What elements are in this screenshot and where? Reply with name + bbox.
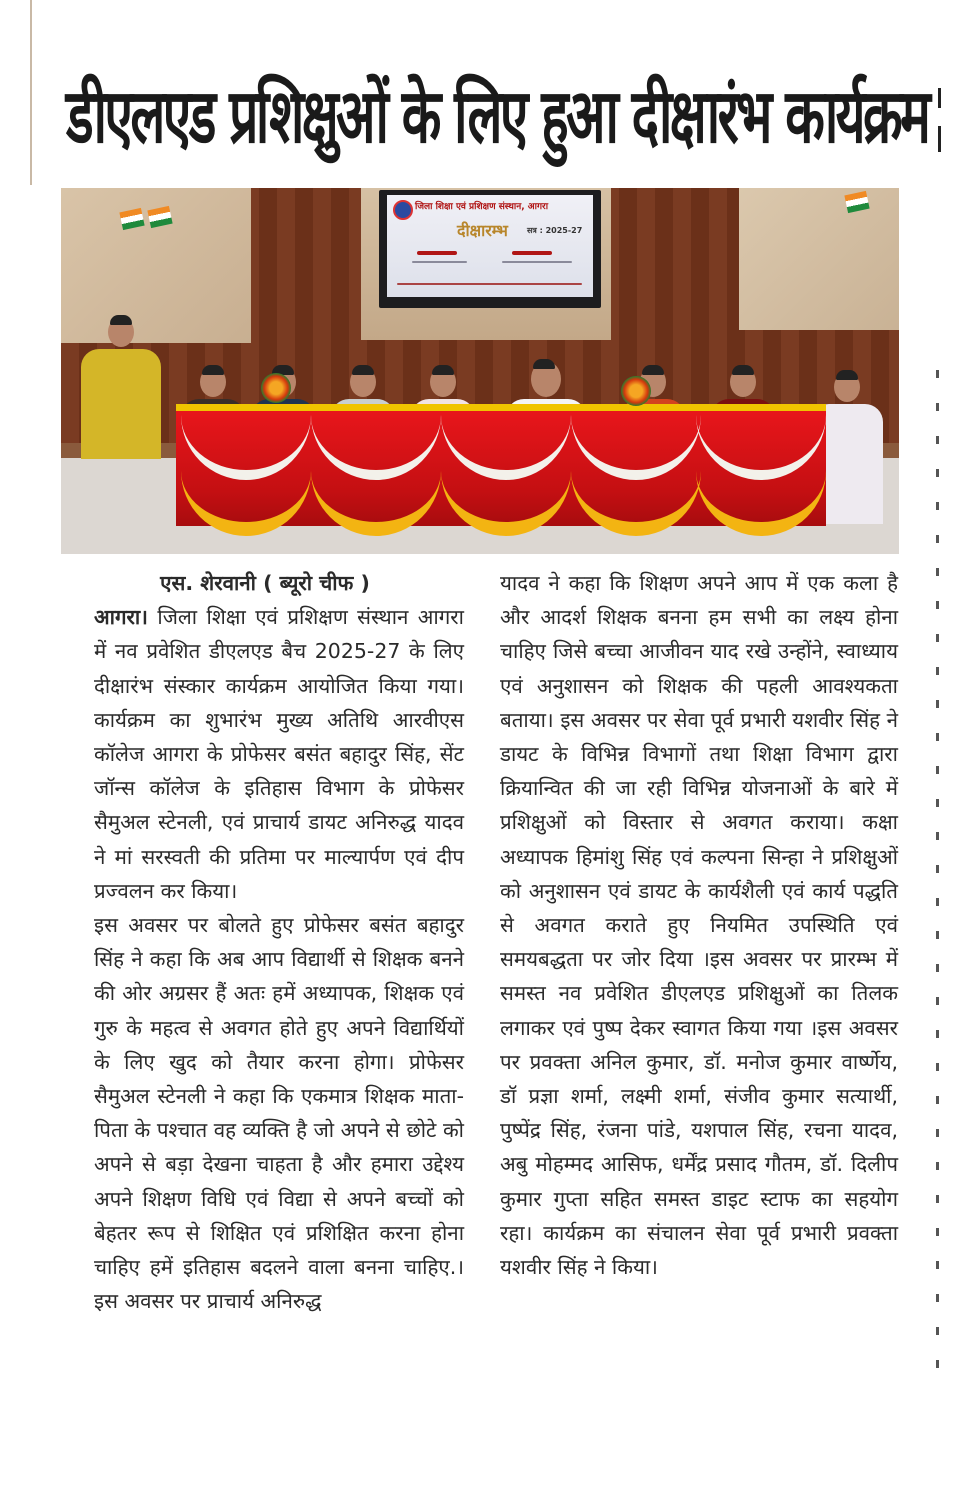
institute-logo-icon	[393, 200, 413, 220]
guest-person	[81, 317, 161, 459]
page-margin-rule	[30, 0, 32, 185]
adjacent-column-edge	[938, 88, 942, 158]
tv-display	[387, 195, 593, 297]
garland-marigold	[696, 412, 826, 536]
wall-panel-right	[739, 188, 899, 330]
garland-marigold	[571, 412, 701, 536]
screen-title: जिला शिक्षा एवं प्रशिक्षण संस्थान, आगरा	[415, 202, 549, 212]
garland-marigold	[181, 412, 311, 536]
paragraph-3: यादव ने कहा कि शिक्षण अपने आप में एक कला है और आदर्श शिक्षक बनना हम सभी का लक्ष्य होना चाहिए जिसे बच्चा आजीवन याद रखे उन्होंने, स्वाध्याय एवं अनुशासन को शिक्षक की पहली आवश्यकता बताया। इस अवसर पर सेवा पूर्व प्रभारी यशवीर सिंह ने डायट के विभिन्न विभागों तथा शिक्षा विभाग द्वारा क्रियान्वित की जा रही विभिन्न योजनाओं के बारे में प्रशिक्षुओं को विस्तार से अवगत कराया। कक्षा अध्यापक हिमांशु सिंह एवं कल्पना सिन्हा ने प्रशिक्षुओं को अनुशासन एवं डायट के कार्यशैली एवं कार्य पद्धति से अवगत कराते हुए नियमित उपस्थिति एवं समयबद्धता पर जोर दिया ।इस अवसर पर प्रारम्भ में समस्त नव प्रवेशित डीएलएड प्रशिक्षुओं का तिलक लगाकर एवं पुष्प देकर स्वागत किया गया ।इस अवसर पर प्रवक्ता अनिल कुमार, डॉ. मनोज कुमार वार्ष्णेय, डॉ प्रज्ञा शर्मा, लक्ष्मी शर्मा, संजीव कुमार सत्यार्थी, पुष्पेंद्र सिंह, रंजना पांडे, यशपाल सिंह, रचना यादव, अबु मोहम्मद आसिफ, धर्मेंद्र प्रसाद गौतम, डॉ. दिलीप कुमार गुप्ता सहित समस्त डाइट स्टाफ का सहयोग रहा। कार्यक्रम का संचालन सेवा पूर्व प्रभारी प्रवक्ता यशवीर सिंह ने किया।	[500, 571, 898, 1280]
screen-event: दीक्षारम्भ	[457, 221, 508, 240]
tv-screen	[379, 190, 601, 308]
paragraph-2: इस अवसर पर बोलते हुए प्रोफेसर बसंत बहादुर सिंह ने कहा कि अब आप विद्यार्थी से शिक्षक बनने की ओर अग्रसर हैं अतः हमें अध्यापक, शिक्षक एवं गुरु के महत्व से अवगत होते हुए अपने विद्यार्थियों के लिए खुद को तैयार करना होगा। प्रोफेसर सैमुअल स्टेनली ने कहा कि एकमात्र शिक्षक माता-पिता के पश्चात वह व्यक्ति है जो अपने से छोटे को अपने से बड़ा देखना चाहता है और हमारा उद्देश्य अपने शिक्षण विधि एवं विद्या से अपने बच्चों को बेहतर रूप से शिक्षित एवं प्रशिक्षित करना होना चाहिए हमें इतिहास बदलने वाला बनना चाहिए.। इस अवसर पर प्राचार्य अनिरुद्ध	[94, 913, 464, 1314]
article-column-right	[500, 566, 898, 1284]
byline: एस. शेरवानी ( ब्यूरो चीफ )	[160, 571, 370, 595]
dateline: आगरा।	[94, 605, 148, 630]
article-headline: डीएलएड प्रशिक्षुओं के लिए हुआ दीक्षारंभ कार्यक्रम	[66, 73, 929, 161]
garland-marigold	[311, 412, 441, 536]
screen-batch: सत्र : 2025-27	[527, 226, 583, 235]
flower-bouquet-icon	[621, 376, 651, 406]
garland-marigold	[441, 412, 571, 536]
article-column-left	[66, 566, 464, 1318]
event-photo	[61, 188, 899, 554]
adjacent-column-fragments	[936, 370, 946, 1393]
paragraph-1: जिला शिक्षा एवं प्रशिक्षण संस्थान आगरा में नव प्रवेशित डीएलएड बैच 2025-27 के लिए दीक्षारंभ संस्कार कार्यक्रम आयोजित किया गया। कार्यक्रम का शुभारंभ मुख्य अतिथि आरवीएस कॉलेज आगरा के प्रोफेसर बसंत बहादुर सिंह, सेंट जॉन्स कॉलेज के इतिहास विभाग के प्रोफेसर सैमुअल स्टेनली, एवं प्राचार्य डायट अनिरुद्ध यादव ने मां सरस्वती की प्रतिमा पर माल्यार्पण एवं दीप प्रज्वलन कर किया।	[94, 605, 464, 903]
flower-bouquet-icon	[261, 373, 291, 403]
